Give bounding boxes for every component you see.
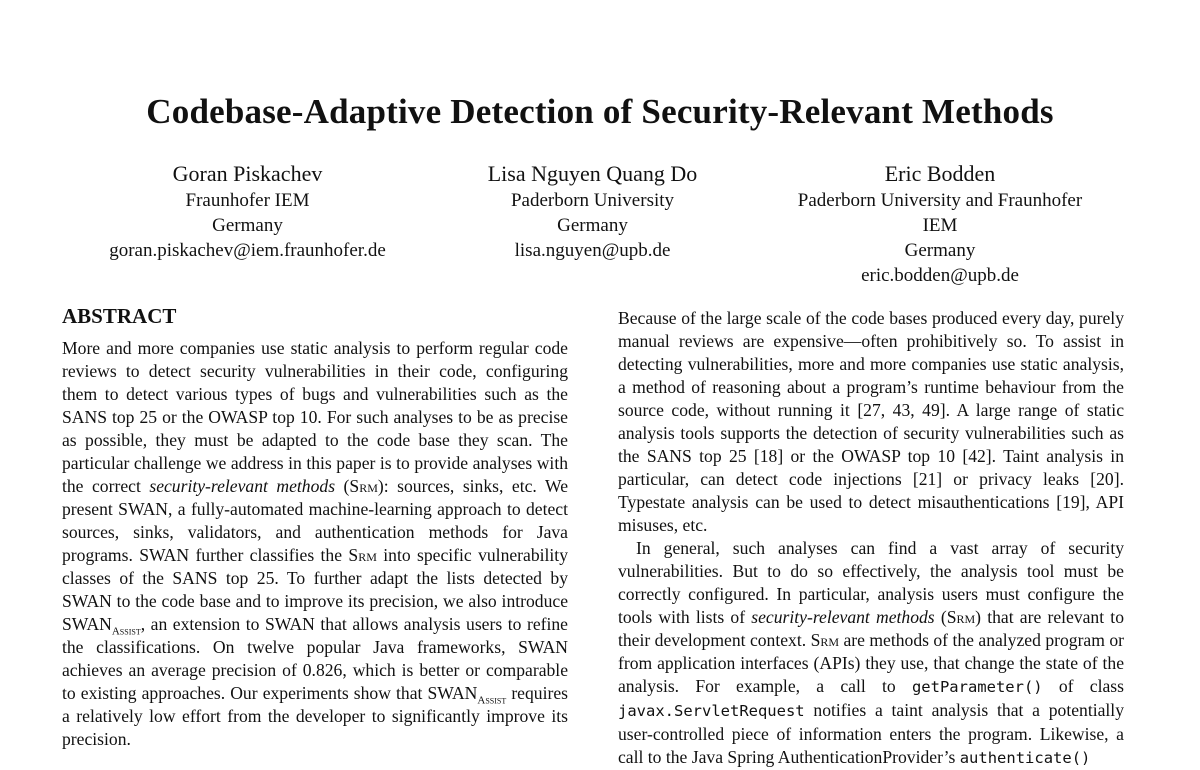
intro-paragraph-1: Because of the large scale of the code bases produced every day, purely manual reviews are expensive—often prohibitively so. To assist in detecting vulnerabilities, more and more companies use static analysis, a method of reasoning about a program’s runtime behaviour from the source code, without running it [27, 43, 49]. A large range of static analysis tools supports the detection of security vulnerabilities such as the SANS top 25 [18] or the OWASP top 10 [42]. Taint analysis in particular, can detect code injections [21] or privacy leaks [20]. Typestate analysis can be used to detect misauthentications [19], API misuses, etc.: [618, 308, 1124, 535]
author-email: goran.piskachev@iem.fraunhofer.de: [109, 240, 386, 261]
author-name: Eric Bodden: [884, 161, 996, 186]
author-affiliation: Paderborn University: [510, 190, 675, 211]
author-email: lisa.nguyen@upb.de: [514, 240, 671, 261]
paper-title: Codebase-Adaptive Detection of Security-Relevant Methods: [146, 92, 1054, 131]
author-block-1: [60, 160, 435, 263]
author-name: Goran Piskachev: [172, 161, 323, 186]
abstract-body: [62, 337, 568, 751]
author-name: Lisa Nguyen Quang Do: [487, 161, 698, 186]
introduction-body: [618, 307, 1124, 770]
intro-paragraph-2: In general, such analyses can find a vast array of security vulnerabilities. But to do so effectively, the analysis tool must be correctly configured. In particular, analysis users must configure the tools with lists of security-relevant methods (Srm) that are relevant to their development context. Srm are methods of the analyzed program or from application interfaces (APIs) they use, that change the state of the analysis. For example, a call to getParameter() of class javax.ServletRequest notifies a taint analysis that a potentially user-controlled piece of information enters the program. Likewise, a call to the Java Spring AuthenticationProvider’s authenticate(): [618, 538, 1124, 767]
author-affiliation: Paderborn University and Fraunhofer: [797, 190, 1083, 211]
author-affiliation: Fraunhofer IEM: [185, 190, 310, 211]
abstract-heading: ABSTRACT: [62, 304, 177, 328]
author-country: Germany: [212, 215, 283, 236]
author-email: eric.bodden@upb.de: [861, 265, 1019, 286]
author-block-3: [760, 160, 1120, 288]
author-block-2: [420, 160, 765, 263]
abstract-paragraph: More and more companies use static analysis to perform regular code reviews to detect security vulnerabilities in their code, configuring them to detect various types of bugs and vulnerabilities such as the SANS top 25 or the OWASP top 10. For such analyses to be as precise as possible, they must be adapted to the code base they scan. The particular challenge we address in this paper is to provide analyses with the correct security-relevant methods (Srm): sources, sinks, etc. We present SWAN, a fully-automated machine-learning approach to detect sources, sinks, validators, and authentication methods for Java programs. SWAN further classifies the Srm into specific vulnerability classes of the SANS top 25. To further adapt the lists detected by SWAN to the code base and to improve its precision, we also introduce $SWAN_{Assist}$, an extension to SWAN that allows analysis users to refine the classifications. On twelve popular Java frameworks, SWAN achieves an average precision of 0.826, which is better or comparable to existing approaches. Our experiments show that $SWAN_{Assist}$ requires a relatively low effort from the developer to significantly improve its precision.: [62, 338, 568, 749]
author-affiliation-cont: IEM: [922, 215, 958, 236]
author-country: Germany: [904, 240, 976, 261]
author-country: Germany: [557, 215, 628, 236]
